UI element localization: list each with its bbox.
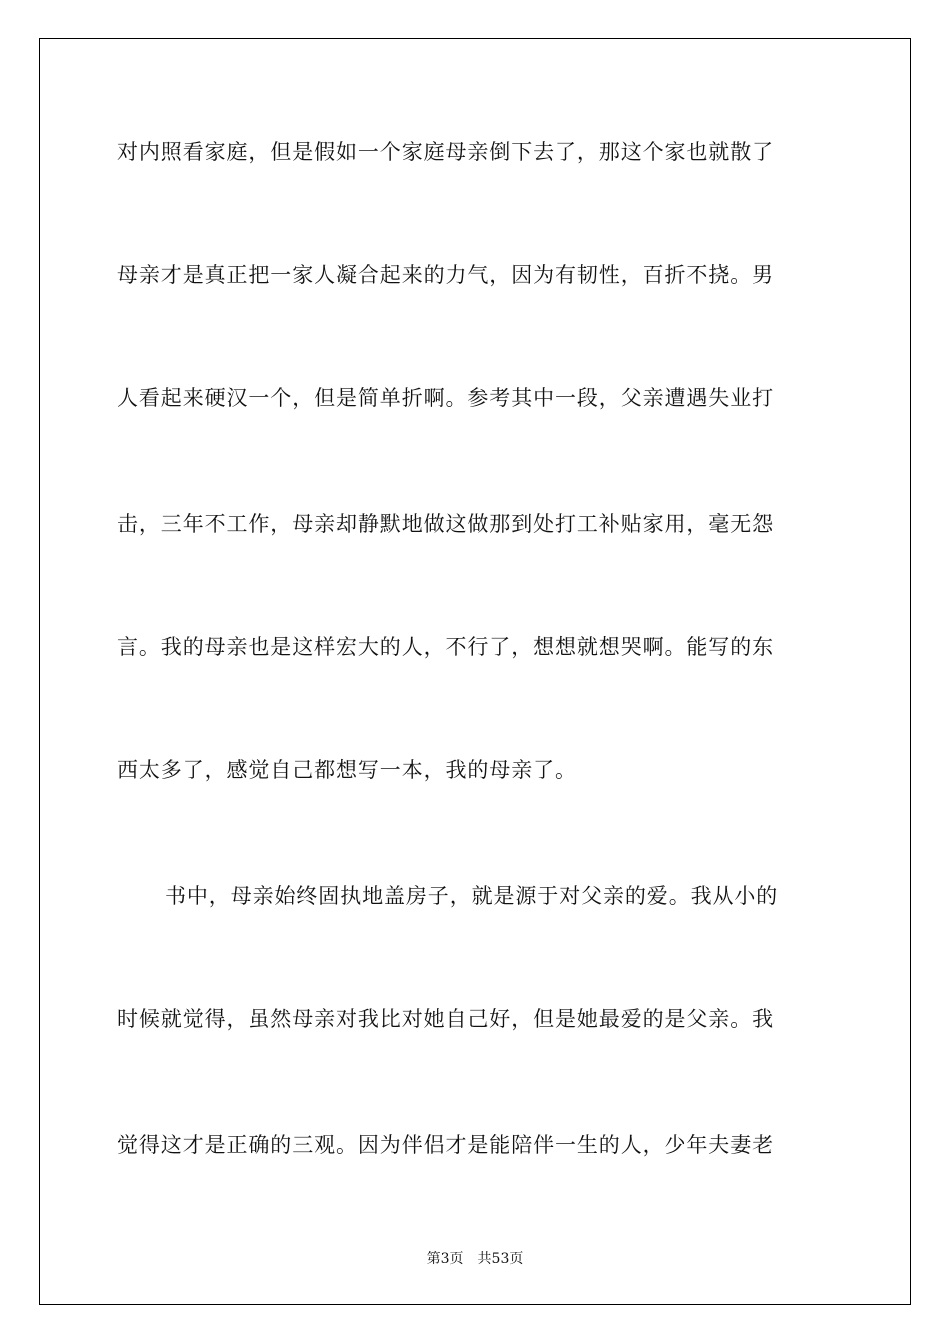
text-line: 母亲才是真正把一家人凝合起来的力气，因为有韧性，百折不挠。男 <box>117 263 774 287</box>
text-line: 西太多了，感觉自己都想写一本，我的母亲了。 <box>117 758 577 782</box>
page-number-footer: 第3页 共53页 <box>426 1251 524 1267</box>
page-border <box>39 38 911 1305</box>
text-line: 击，三年不工作，母亲却静默地做这做那到处打工补贴家用，毫无怨 <box>117 512 774 536</box>
text-line: 言。我的母亲也是这样宏大的人，不行了，想想就想哭啊。能写的东 <box>117 635 774 659</box>
text-line: 时候就觉得，虽然母亲对我比对她自己好，但是她最爱的是父亲。我 <box>117 1007 774 1031</box>
text-line: 对内照看家庭，但是假如一个家庭母亲倒下去了，那这个家也就散了 <box>117 140 774 164</box>
text-line-indented: 书中，母亲始终固执地盖房子，就是源于对父亲的爱。我从小的 <box>165 884 779 908</box>
text-line: 人看起来硬汉一个，但是简单折啊。参考其中一段，父亲遭遇失业打 <box>117 386 774 410</box>
text-line: 觉得这才是正确的三观。因为伴侣才是能陪伴一生的人，少年夫妻老 <box>117 1133 774 1157</box>
